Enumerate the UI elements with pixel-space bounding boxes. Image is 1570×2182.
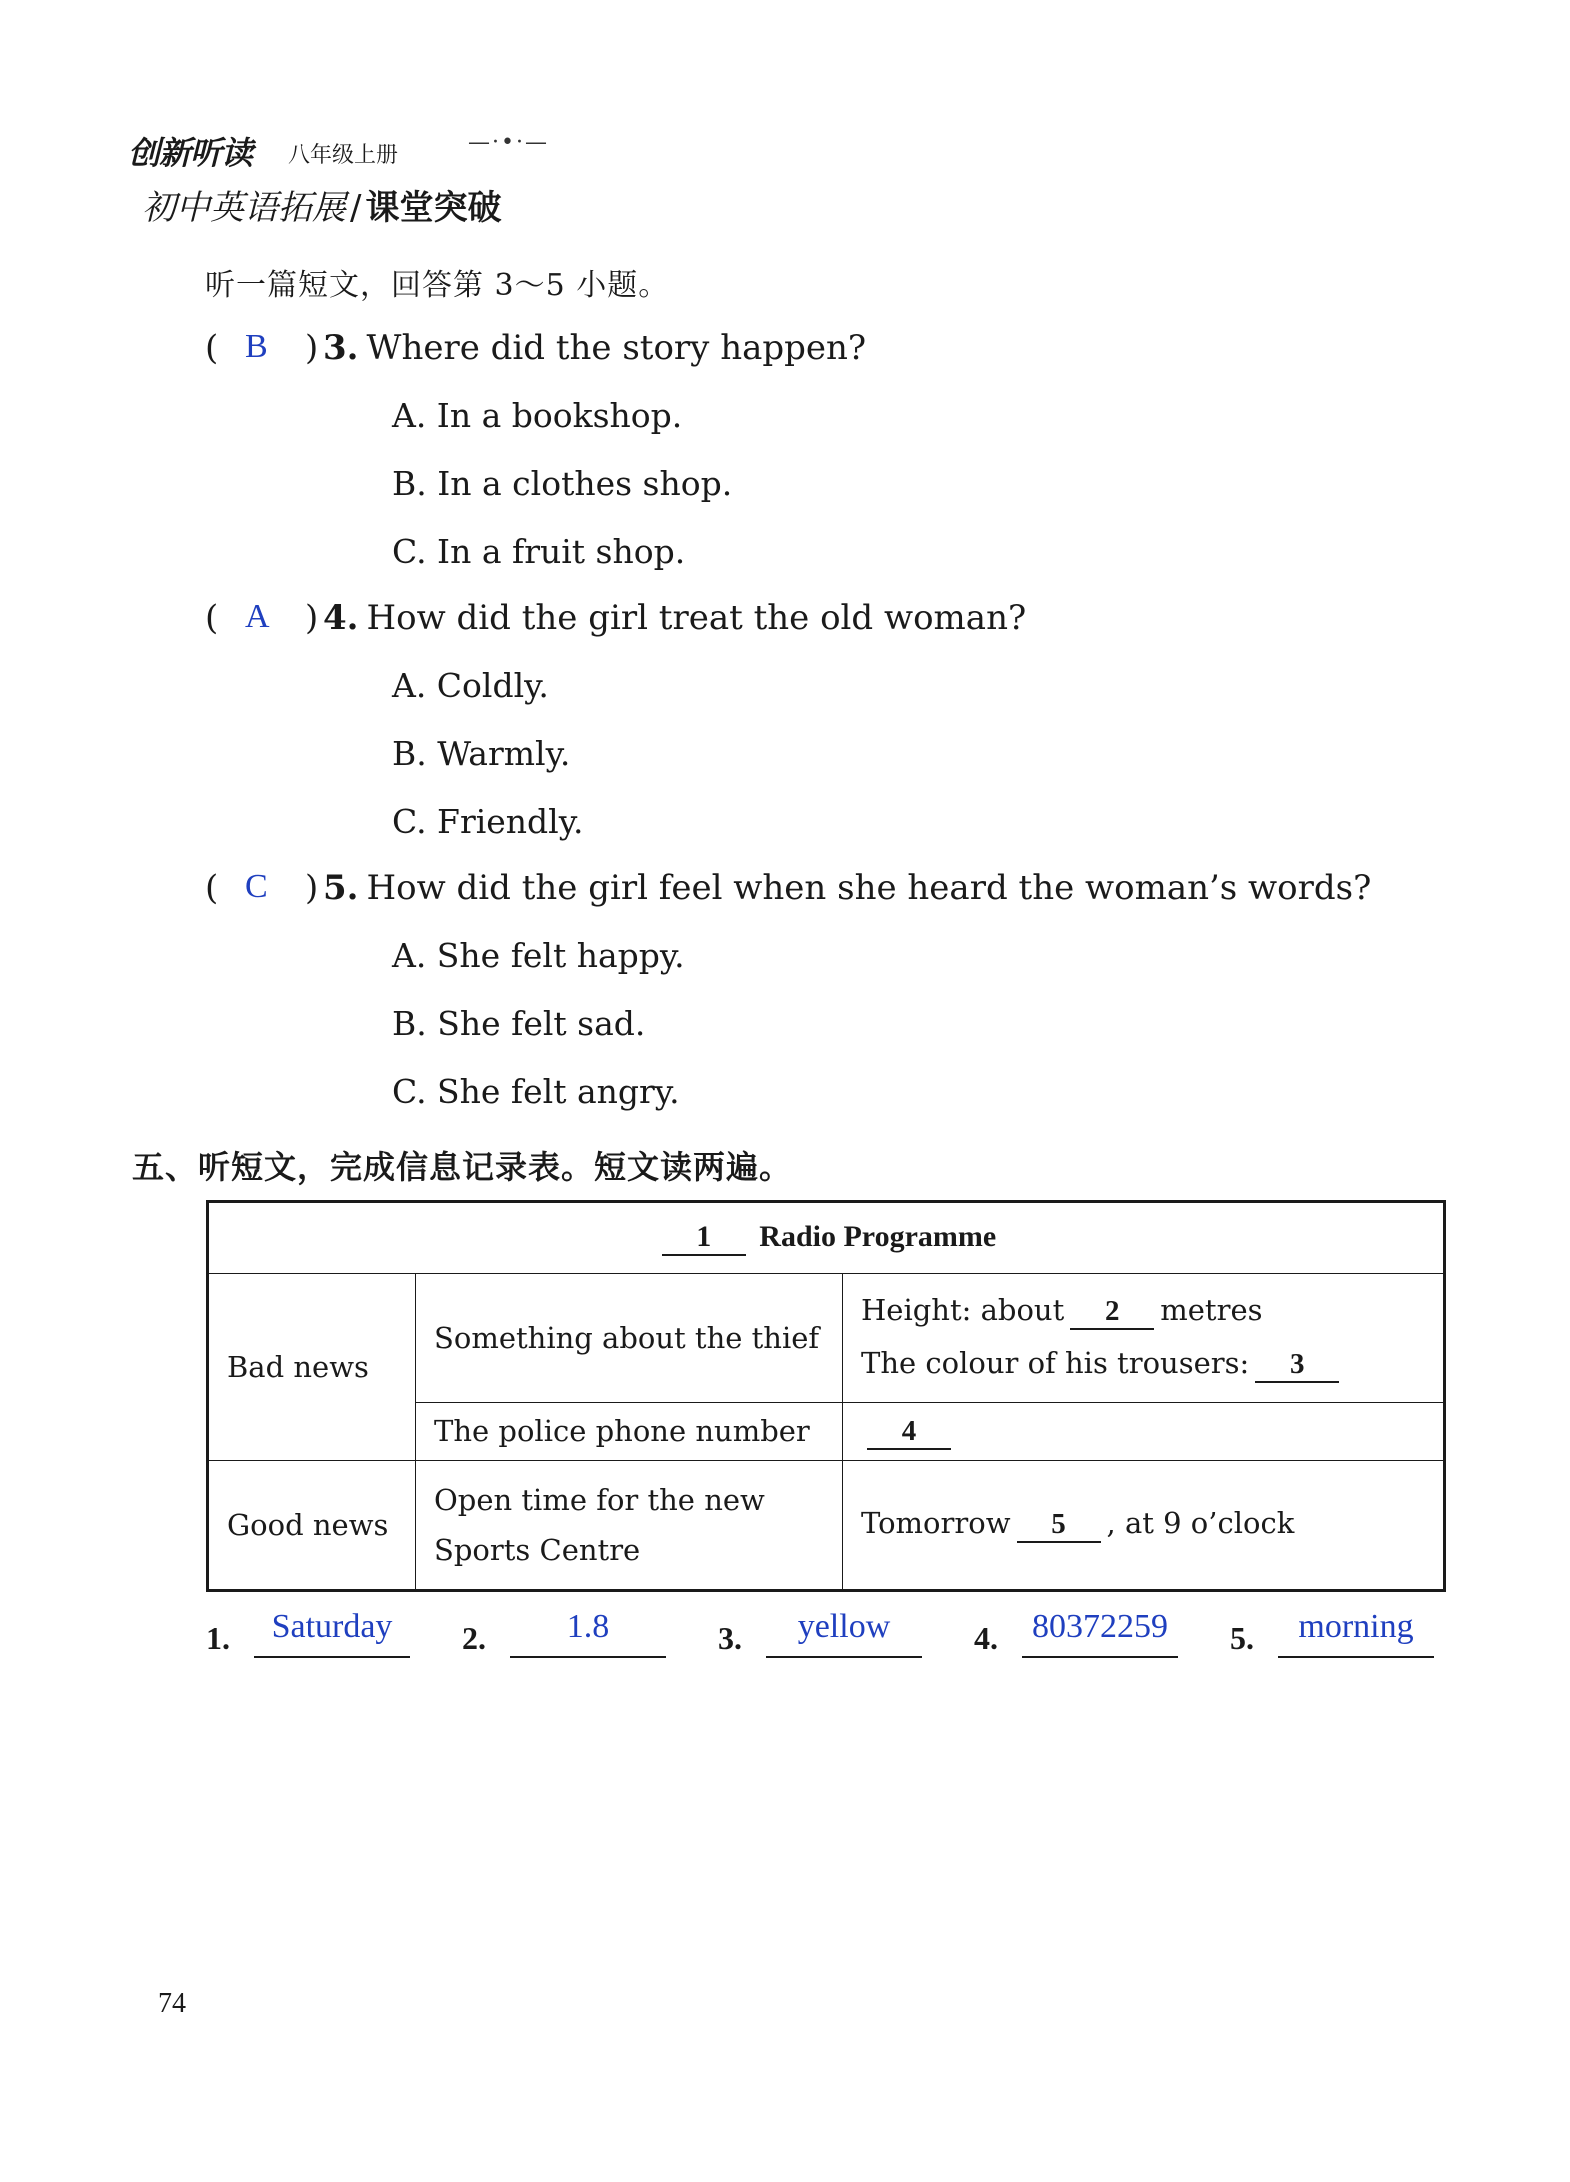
question-text: Where did the story happen? bbox=[366, 328, 867, 368]
answer-number: 3. bbox=[718, 1620, 742, 1656]
bad-news-label: Bad news bbox=[208, 1274, 416, 1460]
header-ornament: —·•·— bbox=[468, 130, 549, 155]
option-a: A. Coldly. bbox=[392, 666, 549, 705]
blank-3: 3 bbox=[1255, 1348, 1339, 1383]
paren-open: ( bbox=[205, 868, 219, 908]
question-number: 4. bbox=[323, 598, 359, 638]
option-c: C. Friendly. bbox=[392, 802, 584, 841]
height-unit: metres bbox=[1160, 1292, 1263, 1327]
answer-underline bbox=[766, 1656, 922, 1658]
height-label: Height: about bbox=[861, 1292, 1065, 1327]
tomorrow-label: Tomorrow bbox=[861, 1506, 1011, 1541]
open-time-line1: Open time for the new bbox=[434, 1482, 765, 1517]
answer-number: 1. bbox=[206, 1620, 230, 1656]
paren-close: ) bbox=[305, 328, 319, 368]
answer-number: 2. bbox=[462, 1620, 486, 1656]
answer-number: 4. bbox=[974, 1620, 998, 1656]
paren-close: ) bbox=[305, 598, 319, 638]
paren-open: ( bbox=[205, 328, 219, 368]
paren-close: ) bbox=[305, 868, 319, 908]
page-title bbox=[142, 180, 501, 229]
option-c: C. In a fruit shop. bbox=[392, 532, 686, 571]
phone-label: The police phone number bbox=[416, 1402, 843, 1460]
answer-value: Saturday bbox=[271, 1608, 393, 1645]
answer-value: 80372259 bbox=[1032, 1608, 1168, 1645]
subtitle: 初中英语拓展 bbox=[142, 188, 346, 228]
answer-row bbox=[206, 1598, 1446, 1658]
question-text: How did the girl feel when she heard the woman’s words? bbox=[366, 868, 1372, 908]
good-news-label: Good news bbox=[208, 1460, 416, 1590]
option-b: B. In a clothes shop. bbox=[392, 464, 733, 503]
thief-details bbox=[843, 1274, 1445, 1402]
table-title bbox=[208, 1202, 1445, 1274]
question-number: 3. bbox=[323, 328, 359, 368]
page-number: 74 bbox=[158, 1988, 186, 2019]
answer-letter: C bbox=[245, 868, 268, 905]
section-name: 课堂突破 bbox=[365, 188, 502, 228]
listening-instruction: 听一篇短文，回答第 3～5 小题。 bbox=[205, 268, 670, 303]
option-a: A. She felt happy. bbox=[392, 936, 685, 975]
open-time-line2: Sports Centre bbox=[434, 1532, 641, 1567]
question-5 bbox=[205, 868, 1371, 908]
answer-value: yellow bbox=[797, 1608, 891, 1645]
option-b: B. She felt sad. bbox=[392, 1004, 646, 1043]
open-time-label bbox=[416, 1460, 843, 1590]
answer-letter: A bbox=[245, 598, 270, 635]
blank-2: 2 bbox=[1070, 1295, 1154, 1330]
option-b: B. Warmly. bbox=[392, 734, 571, 773]
trousers-label: The colour of his trousers: bbox=[861, 1345, 1250, 1380]
answer-bracket bbox=[205, 598, 323, 638]
trousers-line bbox=[861, 1346, 1425, 1383]
blank-4: 4 bbox=[867, 1415, 951, 1450]
grade-label: 八年级上册 bbox=[288, 143, 399, 168]
question-number: 5. bbox=[323, 868, 359, 908]
height-line bbox=[861, 1293, 1425, 1330]
question-text: How did the girl treat the old woman? bbox=[366, 598, 1027, 638]
answer-underline bbox=[1022, 1656, 1178, 1658]
answer-letter: B bbox=[245, 328, 268, 365]
answer-bracket bbox=[205, 328, 323, 368]
answer-value: 1.8 bbox=[566, 1608, 610, 1645]
brand-logo: 创新听读 bbox=[128, 134, 253, 172]
thief-label: Something about the thief bbox=[416, 1274, 843, 1402]
section-5-heading: 五、听短文，完成信息记录表。短文读两遍。 bbox=[132, 1148, 793, 1186]
question-4 bbox=[205, 598, 1026, 638]
title-separator: / bbox=[350, 188, 362, 228]
question-3 bbox=[205, 328, 866, 368]
answer-underline bbox=[1278, 1656, 1434, 1658]
tomorrow-suffix: , at 9 o’clock bbox=[1106, 1506, 1295, 1541]
tomorrow-cell bbox=[843, 1460, 1445, 1590]
answer-bracket bbox=[205, 868, 323, 908]
answer-underline bbox=[510, 1656, 666, 1658]
info-record-table bbox=[206, 1200, 1446, 1592]
phone-cell bbox=[843, 1402, 1445, 1460]
answer-number: 5. bbox=[1230, 1620, 1254, 1656]
option-a: A. In a bookshop. bbox=[392, 396, 683, 435]
blank-1: 1 bbox=[662, 1220, 746, 1256]
blank-5: 5 bbox=[1017, 1508, 1101, 1543]
option-c: C. She felt angry. bbox=[392, 1072, 680, 1111]
answer-underline bbox=[254, 1656, 410, 1658]
answer-value: morning bbox=[1298, 1608, 1414, 1645]
programme-title: Radio Programme bbox=[759, 1220, 997, 1254]
paren-open: ( bbox=[205, 598, 219, 638]
